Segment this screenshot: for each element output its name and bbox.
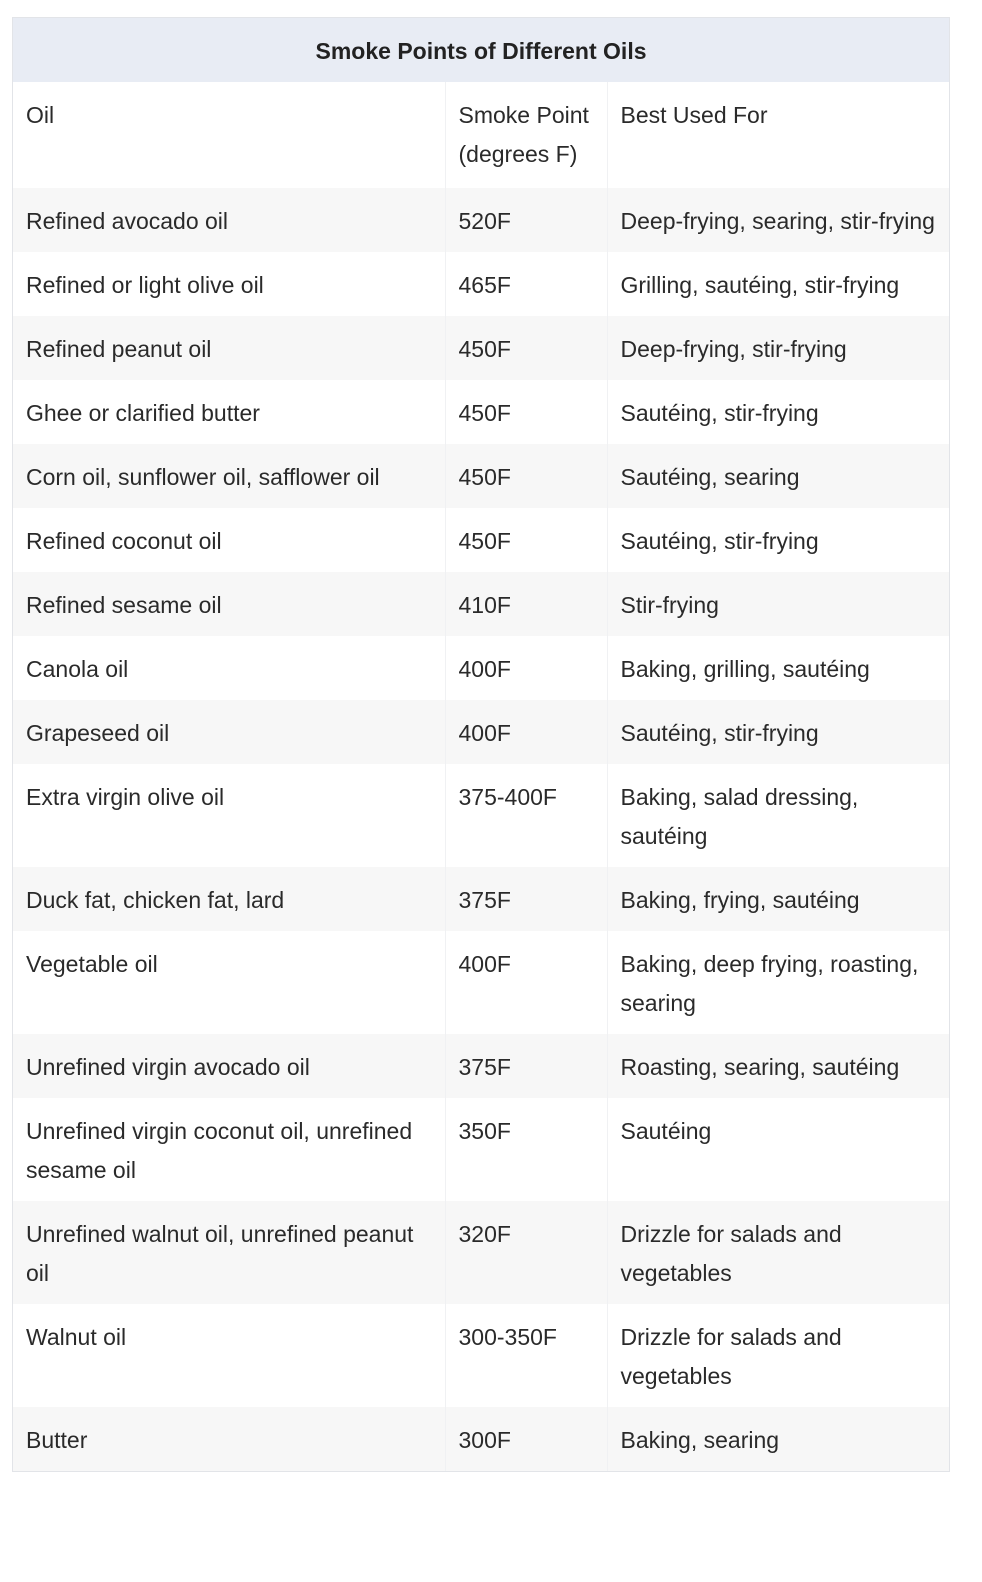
table-row	[13, 1304, 949, 1407]
oil-cell: Ghee or clarified butter	[13, 380, 445, 444]
best-used-for-cell: Sautéing	[607, 1098, 949, 1201]
smoke-point-cell: 400F	[445, 636, 607, 700]
oil-cell: Refined avocado oil	[13, 188, 445, 252]
oil-cell: Canola oil	[13, 636, 445, 700]
best-used-for-cell: Baking, deep frying, roasting, searing	[607, 931, 949, 1034]
smoke-point-cell: 400F	[445, 931, 607, 1034]
smoke-point-cell: 300-350F	[445, 1304, 607, 1407]
table-title: Smoke Points of Different Oils	[13, 18, 949, 82]
oil-cell: Walnut oil	[13, 1304, 445, 1407]
smoke-points-table-container	[12, 17, 950, 1472]
best-used-for-cell: Sautéing, stir-frying	[607, 508, 949, 572]
oil-cell: Vegetable oil	[13, 931, 445, 1034]
table-header	[13, 82, 949, 188]
oil-cell: Corn oil, sunflower oil, safflower oil	[13, 444, 445, 508]
header-smoke-point: Smoke Point (degrees F)	[445, 82, 607, 188]
table-row	[13, 188, 949, 252]
table-row	[13, 508, 949, 572]
best-used-for-cell: Grilling, sautéing, stir-frying	[607, 252, 949, 316]
header-row	[13, 82, 949, 188]
smoke-point-cell: 520F	[445, 188, 607, 252]
table-row	[13, 572, 949, 636]
oil-cell: Grapeseed oil	[13, 700, 445, 764]
table-row	[13, 764, 949, 867]
smoke-point-cell: 375F	[445, 1034, 607, 1098]
table-row	[13, 1201, 949, 1304]
oil-cell: Extra virgin olive oil	[13, 764, 445, 867]
table-row	[13, 444, 949, 508]
best-used-for-cell: Roasting, searing, sautéing	[607, 1034, 949, 1098]
best-used-for-cell: Baking, grilling, sautéing	[607, 636, 949, 700]
table-row	[13, 636, 949, 700]
oil-cell: Refined coconut oil	[13, 508, 445, 572]
smoke-points-table	[13, 18, 949, 1471]
best-used-for-cell: Baking, frying, sautéing	[607, 867, 949, 931]
oil-cell: Refined peanut oil	[13, 316, 445, 380]
table-row	[13, 931, 949, 1034]
best-used-for-cell: Sautéing, stir-frying	[607, 380, 949, 444]
best-used-for-cell: Drizzle for salads and vegetables	[607, 1304, 949, 1407]
oil-cell: Unrefined walnut oil, unrefined peanut oil	[13, 1201, 445, 1304]
best-used-for-cell: Drizzle for salads and vegetables	[607, 1201, 949, 1304]
best-used-for-cell: Deep-frying, searing, stir-frying	[607, 188, 949, 252]
smoke-point-cell: 300F	[445, 1407, 607, 1471]
smoke-point-cell: 465F	[445, 252, 607, 316]
smoke-point-cell: 410F	[445, 572, 607, 636]
smoke-point-cell: 450F	[445, 316, 607, 380]
best-used-for-cell: Stir-frying	[607, 572, 949, 636]
oil-cell: Refined sesame oil	[13, 572, 445, 636]
table-row	[13, 867, 949, 931]
smoke-point-cell: 375-400F	[445, 764, 607, 867]
smoke-point-cell: 450F	[445, 508, 607, 572]
oil-cell: Unrefined virgin coconut oil, unrefined sesame oil	[13, 1098, 445, 1201]
table-row	[13, 252, 949, 316]
oil-cell: Unrefined virgin avocado oil	[13, 1034, 445, 1098]
table-row	[13, 1098, 949, 1201]
best-used-for-cell: Sautéing, searing	[607, 444, 949, 508]
oil-cell: Duck fat, chicken fat, lard	[13, 867, 445, 931]
best-used-for-cell: Baking, salad dressing, sautéing	[607, 764, 949, 867]
smoke-point-cell: 350F	[445, 1098, 607, 1201]
table-row	[13, 700, 949, 764]
table-row	[13, 316, 949, 380]
oil-cell: Refined or light olive oil	[13, 252, 445, 316]
best-used-for-cell: Sautéing, stir-frying	[607, 700, 949, 764]
table-row	[13, 380, 949, 444]
best-used-for-cell: Baking, searing	[607, 1407, 949, 1471]
oil-cell: Butter	[13, 1407, 445, 1471]
table-body	[13, 188, 949, 1471]
table-row	[13, 1034, 949, 1098]
smoke-point-cell: 320F	[445, 1201, 607, 1304]
table-row	[13, 1407, 949, 1471]
header-oil: Oil	[13, 82, 445, 188]
best-used-for-cell: Deep-frying, stir-frying	[607, 316, 949, 380]
header-best-used-for: Best Used For	[607, 82, 949, 188]
smoke-point-cell: 450F	[445, 380, 607, 444]
smoke-point-cell: 450F	[445, 444, 607, 508]
smoke-point-cell: 375F	[445, 867, 607, 931]
smoke-point-cell: 400F	[445, 700, 607, 764]
